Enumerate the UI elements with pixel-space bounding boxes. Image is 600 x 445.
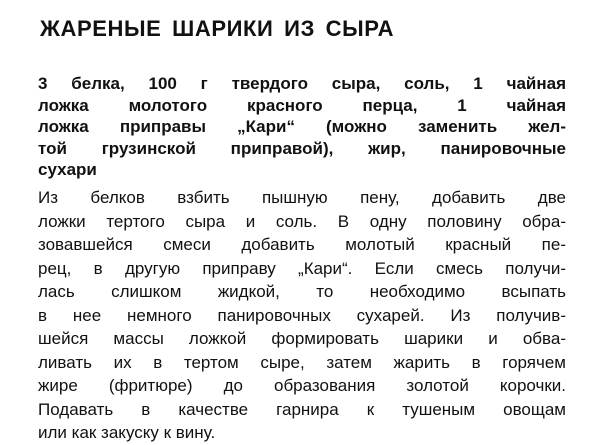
- method-line: зовавшейся смеси добавить молотый красный пе-: [38, 235, 566, 254]
- ingredients-line: ложка приправы „Кари“ (можно заменить жел-: [38, 117, 566, 136]
- method-line: лась слишком жидкой, то необходимо всыпать: [38, 282, 566, 301]
- recipe-title: ЖАРЕНЫЕ ШАРИКИ ИЗ СЫРА: [40, 16, 395, 41]
- method-line: Подавать в качестве гарнира к тушеным овощам: [38, 399, 566, 419]
- ingredients-block: [38, 73, 566, 181]
- method-block: [38, 186, 566, 445]
- method-line: в нее немного панировочных сухарей. Из получив-: [38, 305, 566, 325]
- method-line: Из белков взбить пышную пену, добавить две: [38, 188, 566, 207]
- method-line: ложки тертого сыра и соль. В одну половину обра-: [38, 211, 566, 231]
- ingredients-line: 3 белка, 100 г твердого сыра, соль, 1 чайная: [38, 74, 566, 93]
- method-line: жире (фритюре) до образования золотой корочки.: [38, 376, 566, 395]
- method-line: шейся массы ложкой формировать шарики и обва-: [38, 329, 566, 348]
- method-line: рец, в другую приправу „Кари“. Если смесь получи-: [38, 258, 566, 278]
- method-line: ливать их в тертом сыре, затем жарить в горячем: [38, 352, 566, 372]
- ingredients-line: сухари: [38, 160, 97, 179]
- ingredients-line: ложка молотого красного перца, 1 чайная: [38, 95, 566, 115]
- method-line: или как закуску к вину.: [38, 423, 216, 442]
- ingredients-line: той грузинской приправой), жир, панировочные: [38, 138, 566, 158]
